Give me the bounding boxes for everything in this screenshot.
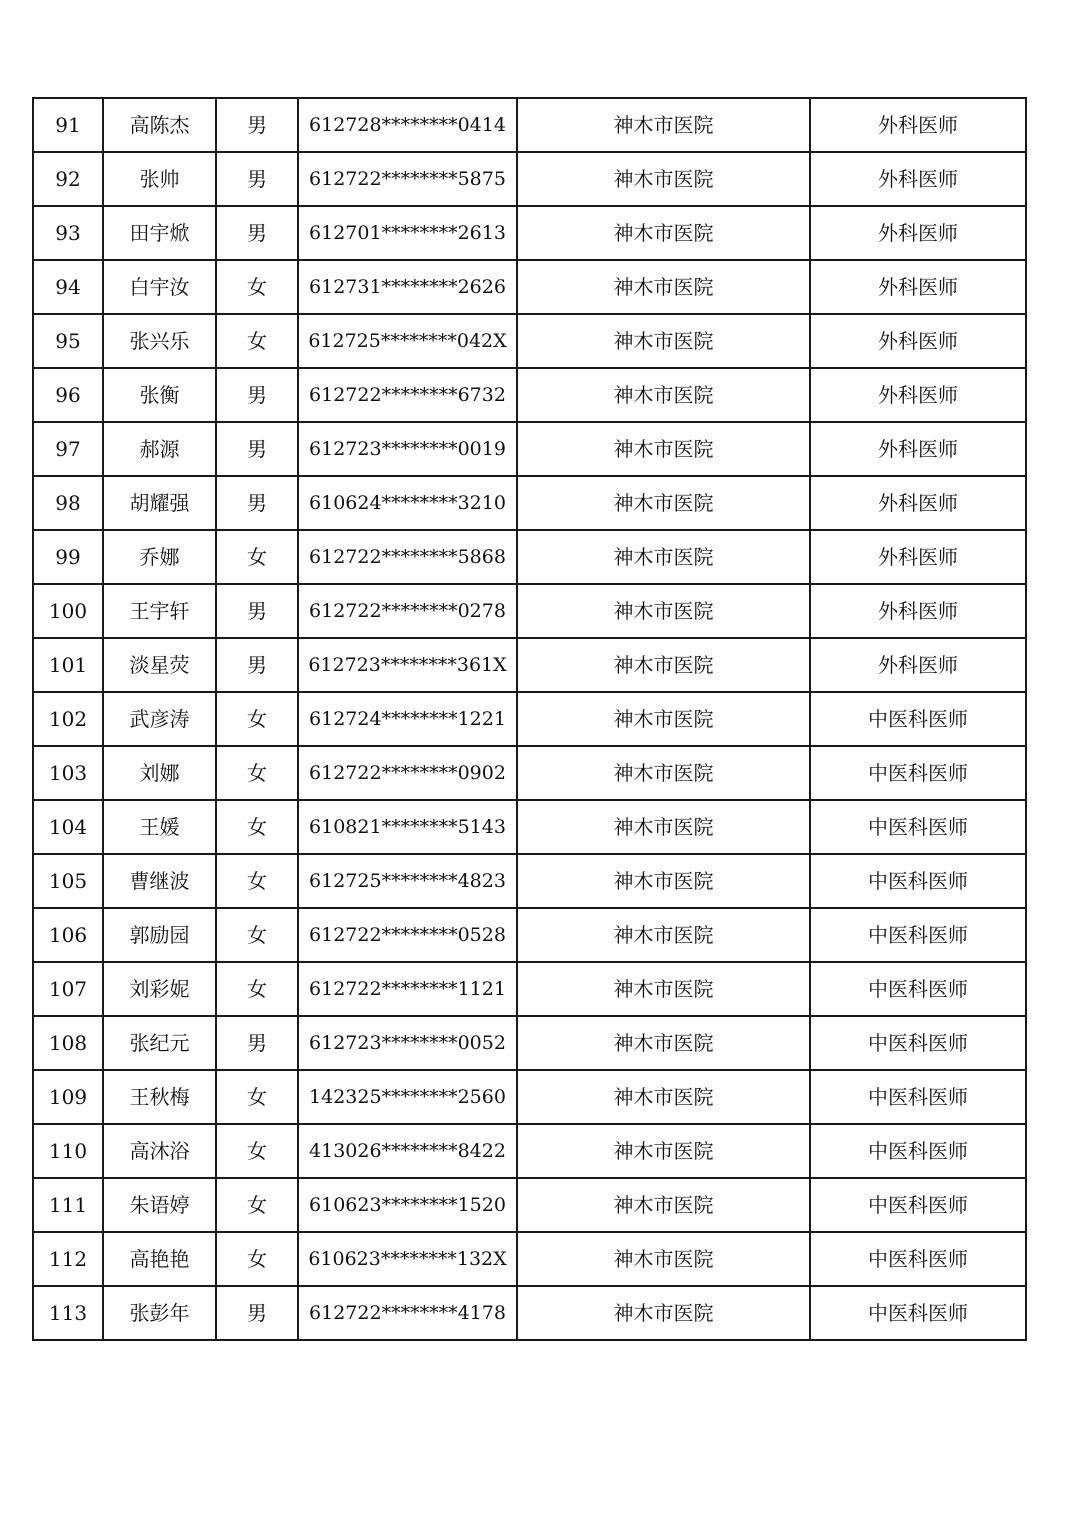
cell-position: 外科医师 xyxy=(810,476,1026,530)
table-row xyxy=(33,1232,1026,1286)
cell-number: 98 xyxy=(33,476,103,530)
cell-gender: 男 xyxy=(216,206,298,260)
roster-table xyxy=(32,97,1027,1341)
cell-number: 92 xyxy=(33,152,103,206)
cell-name: 胡耀强 xyxy=(103,476,216,530)
cell-name: 王宇轩 xyxy=(103,584,216,638)
cell-unit: 神木市医院 xyxy=(517,1124,810,1178)
cell-gender: 女 xyxy=(216,1178,298,1232)
cell-number: 111 xyxy=(33,1178,103,1232)
table-row xyxy=(33,800,1026,854)
cell-gender: 女 xyxy=(216,1070,298,1124)
cell-name: 郭励园 xyxy=(103,908,216,962)
cell-gender: 女 xyxy=(216,908,298,962)
cell-unit: 神木市医院 xyxy=(517,206,810,260)
table-row xyxy=(33,152,1026,206)
cell-number: 101 xyxy=(33,638,103,692)
cell-gender: 女 xyxy=(216,530,298,584)
cell-unit: 神木市医院 xyxy=(517,98,810,152)
cell-id-number: 612722********0902 xyxy=(298,746,517,800)
table-row xyxy=(33,1124,1026,1178)
cell-id-number: 610624********3210 xyxy=(298,476,517,530)
table-row xyxy=(33,584,1026,638)
cell-id-number: 612723********0019 xyxy=(298,422,517,476)
cell-position: 中医科医师 xyxy=(810,1286,1026,1340)
cell-name: 武彦涛 xyxy=(103,692,216,746)
cell-gender: 男 xyxy=(216,1016,298,1070)
table-row xyxy=(33,1178,1026,1232)
cell-gender: 女 xyxy=(216,854,298,908)
cell-unit: 神木市医院 xyxy=(517,746,810,800)
cell-unit: 神木市医院 xyxy=(517,530,810,584)
cell-name: 王媛 xyxy=(103,800,216,854)
cell-position: 外科医师 xyxy=(810,314,1026,368)
cell-gender: 男 xyxy=(216,1286,298,1340)
cell-unit: 神木市医院 xyxy=(517,260,810,314)
cell-unit: 神木市医院 xyxy=(517,692,810,746)
cell-number: 109 xyxy=(33,1070,103,1124)
table-row xyxy=(33,422,1026,476)
table-row xyxy=(33,854,1026,908)
cell-position: 中医科医师 xyxy=(810,1232,1026,1286)
cell-gender: 女 xyxy=(216,260,298,314)
cell-number: 94 xyxy=(33,260,103,314)
roster-body xyxy=(33,98,1026,1340)
cell-name: 刘彩妮 xyxy=(103,962,216,1016)
cell-position: 外科医师 xyxy=(810,584,1026,638)
cell-unit: 神木市医院 xyxy=(517,1016,810,1070)
cell-gender: 女 xyxy=(216,1232,298,1286)
cell-id-number: 612722********5875 xyxy=(298,152,517,206)
cell-position: 中医科医师 xyxy=(810,1070,1026,1124)
cell-position: 中医科医师 xyxy=(810,854,1026,908)
cell-number: 113 xyxy=(33,1286,103,1340)
cell-number: 107 xyxy=(33,962,103,1016)
cell-id-number: 610623********1520 xyxy=(298,1178,517,1232)
cell-number: 100 xyxy=(33,584,103,638)
cell-unit: 神木市医院 xyxy=(517,368,810,422)
cell-name: 郝源 xyxy=(103,422,216,476)
table-row xyxy=(33,368,1026,422)
cell-unit: 神木市医院 xyxy=(517,584,810,638)
cell-unit: 神木市医院 xyxy=(517,422,810,476)
cell-gender: 女 xyxy=(216,692,298,746)
cell-gender: 女 xyxy=(216,962,298,1016)
cell-position: 外科医师 xyxy=(810,638,1026,692)
cell-name: 张彭年 xyxy=(103,1286,216,1340)
cell-unit: 神木市医院 xyxy=(517,854,810,908)
cell-id-number: 612722********5868 xyxy=(298,530,517,584)
cell-position: 外科医师 xyxy=(810,152,1026,206)
cell-gender: 男 xyxy=(216,422,298,476)
cell-position: 外科医师 xyxy=(810,98,1026,152)
cell-number: 103 xyxy=(33,746,103,800)
cell-position: 中医科医师 xyxy=(810,1016,1026,1070)
cell-position: 中医科医师 xyxy=(810,1124,1026,1178)
cell-name: 高陈杰 xyxy=(103,98,216,152)
cell-name: 张帅 xyxy=(103,152,216,206)
cell-id-number: 612722********1121 xyxy=(298,962,517,1016)
cell-unit: 神木市医院 xyxy=(517,1232,810,1286)
table-row xyxy=(33,1286,1026,1340)
cell-gender: 女 xyxy=(216,746,298,800)
cell-position: 中医科医师 xyxy=(810,800,1026,854)
cell-unit: 神木市医院 xyxy=(517,314,810,368)
cell-id-number: 612723********361X xyxy=(298,638,517,692)
cell-unit: 神木市医院 xyxy=(517,962,810,1016)
cell-unit: 神木市医院 xyxy=(517,476,810,530)
cell-name: 张纪元 xyxy=(103,1016,216,1070)
cell-id-number: 612722********0528 xyxy=(298,908,517,962)
cell-position: 外科医师 xyxy=(810,206,1026,260)
cell-number: 95 xyxy=(33,314,103,368)
cell-name: 白宇汝 xyxy=(103,260,216,314)
cell-id-number: 612722********4178 xyxy=(298,1286,517,1340)
cell-number: 110 xyxy=(33,1124,103,1178)
table-row xyxy=(33,746,1026,800)
table-row xyxy=(33,530,1026,584)
cell-gender: 男 xyxy=(216,368,298,422)
table-row xyxy=(33,314,1026,368)
cell-number: 102 xyxy=(33,692,103,746)
table-row xyxy=(33,1016,1026,1070)
cell-number: 97 xyxy=(33,422,103,476)
cell-id-number: 612725********042X xyxy=(298,314,517,368)
table-row xyxy=(33,476,1026,530)
cell-id-number: 612725********4823 xyxy=(298,854,517,908)
cell-gender: 男 xyxy=(216,152,298,206)
cell-position: 外科医师 xyxy=(810,422,1026,476)
cell-gender: 男 xyxy=(216,638,298,692)
table-row xyxy=(33,206,1026,260)
cell-name: 朱语婷 xyxy=(103,1178,216,1232)
cell-id-number: 612722********6732 xyxy=(298,368,517,422)
cell-number: 99 xyxy=(33,530,103,584)
table-row xyxy=(33,692,1026,746)
cell-id-number: 612731********2626 xyxy=(298,260,517,314)
cell-position: 中医科医师 xyxy=(810,962,1026,1016)
table-row xyxy=(33,1070,1026,1124)
table-row xyxy=(33,98,1026,152)
cell-name: 曹继波 xyxy=(103,854,216,908)
cell-id-number: 612722********0278 xyxy=(298,584,517,638)
cell-name: 田宇焮 xyxy=(103,206,216,260)
cell-id-number: 610623********132X xyxy=(298,1232,517,1286)
cell-position: 外科医师 xyxy=(810,368,1026,422)
cell-number: 91 xyxy=(33,98,103,152)
cell-name: 张衡 xyxy=(103,368,216,422)
cell-unit: 神木市医院 xyxy=(517,800,810,854)
cell-position: 中医科医师 xyxy=(810,746,1026,800)
cell-unit: 神木市医院 xyxy=(517,638,810,692)
cell-number: 108 xyxy=(33,1016,103,1070)
cell-unit: 神木市医院 xyxy=(517,1286,810,1340)
cell-unit: 神木市医院 xyxy=(517,1178,810,1232)
cell-number: 93 xyxy=(33,206,103,260)
cell-id-number: 612728********0414 xyxy=(298,98,517,152)
cell-id-number: 612724********1221 xyxy=(298,692,517,746)
cell-number: 104 xyxy=(33,800,103,854)
table-row xyxy=(33,638,1026,692)
cell-number: 96 xyxy=(33,368,103,422)
table-row xyxy=(33,908,1026,962)
table-row xyxy=(33,962,1026,1016)
cell-name: 淡星荧 xyxy=(103,638,216,692)
cell-number: 105 xyxy=(33,854,103,908)
cell-position: 外科医师 xyxy=(810,260,1026,314)
cell-unit: 神木市医院 xyxy=(517,908,810,962)
cell-position: 中医科医师 xyxy=(810,692,1026,746)
cell-gender: 女 xyxy=(216,314,298,368)
cell-id-number: 612701********2613 xyxy=(298,206,517,260)
cell-name: 刘娜 xyxy=(103,746,216,800)
cell-gender: 男 xyxy=(216,98,298,152)
cell-name: 乔娜 xyxy=(103,530,216,584)
cell-position: 中医科医师 xyxy=(810,1178,1026,1232)
cell-id-number: 142325********2560 xyxy=(298,1070,517,1124)
cell-name: 高沐浴 xyxy=(103,1124,216,1178)
cell-number: 112 xyxy=(33,1232,103,1286)
cell-id-number: 612723********0052 xyxy=(298,1016,517,1070)
cell-name: 王秋梅 xyxy=(103,1070,216,1124)
cell-gender: 女 xyxy=(216,800,298,854)
cell-number: 106 xyxy=(33,908,103,962)
cell-position: 中医科医师 xyxy=(810,908,1026,962)
cell-gender: 女 xyxy=(216,1124,298,1178)
cell-id-number: 413026********8422 xyxy=(298,1124,517,1178)
cell-gender: 男 xyxy=(216,476,298,530)
cell-unit: 神木市医院 xyxy=(517,152,810,206)
cell-id-number: 610821********5143 xyxy=(298,800,517,854)
cell-unit: 神木市医院 xyxy=(517,1070,810,1124)
cell-gender: 男 xyxy=(216,584,298,638)
cell-position: 外科医师 xyxy=(810,530,1026,584)
table-row xyxy=(33,260,1026,314)
cell-name: 张兴乐 xyxy=(103,314,216,368)
cell-name: 高艳艳 xyxy=(103,1232,216,1286)
